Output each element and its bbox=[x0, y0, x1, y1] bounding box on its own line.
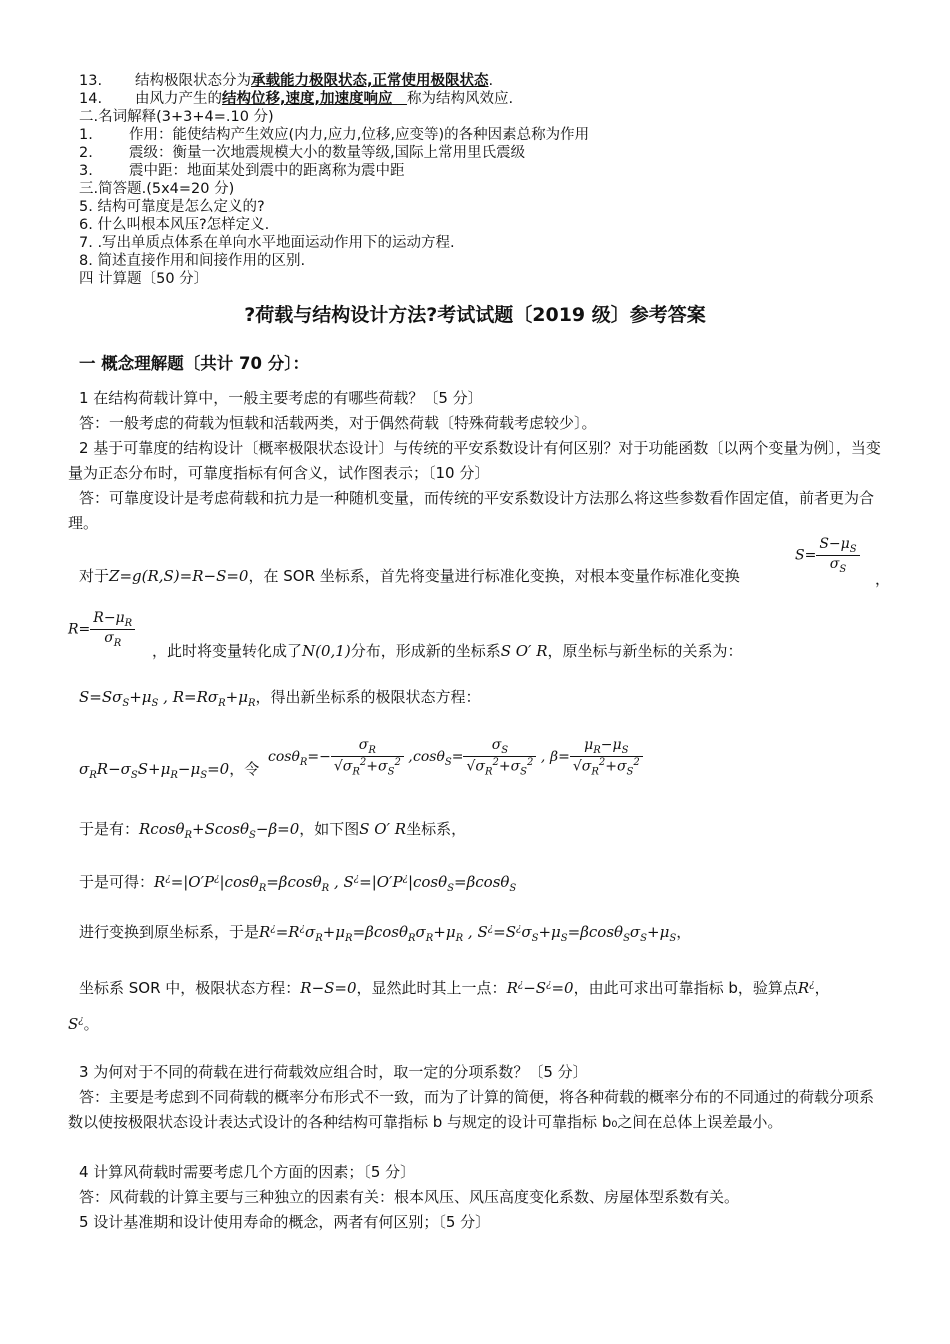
fill-blank-14: 14. 由风力产生的结构位移,速度,加速度响应 称为结构风效应. bbox=[79, 91, 514, 107]
answer-2: 答：可靠度设计是考虑荷载和抗力是一种随机变量，而传统的平安系数设计方法那么将这些参数看作固定值，前者更为合理。 bbox=[68, 489, 875, 532]
short-question-5: 5. 结构可靠度是怎么定义的? bbox=[79, 199, 265, 215]
line-convert: ，此时将变量转化成了N(0,1)分布，形成新的坐标系S O′ R，原坐标与新坐标的关系为： bbox=[152, 642, 743, 660]
page-title: ?荷载与结构设计方法?考试试题〔2019 级〕参考答案 bbox=[244, 304, 706, 326]
question-4: 4 计算风荷载时需要考虑几个方面的因素；〔5 分〕 bbox=[79, 1163, 416, 1181]
short-question-8: 8. 简述直接作用和间接作用的区别. bbox=[79, 253, 306, 269]
comma: ， bbox=[875, 570, 891, 588]
formula-sor-prime: S O′ R bbox=[500, 642, 548, 660]
line-limit-eq: $\sigma_RR-\sigma_SS+\mu_R-\mu_S=0$，令 bbox=[79, 760, 260, 781]
fill-blank-13: 13. 结构极限状态分为承载能力极限状态,正常使用极限状态. bbox=[79, 73, 494, 89]
formula-s-standard: S= $\frac{S-\mu_S}{\sigma_S}$ bbox=[795, 536, 860, 575]
formula-cos-r: cosθ$_R$=− $\frac{\sigma_R}{√\sigma_R^2+\sigma_S^2}$ , bbox=[268, 737, 413, 778]
formula-cos-sum: Rcosθ$_R$+Scosθ$_S$−β=0 bbox=[139, 820, 300, 841]
definition-3: 3. 震中距：地面某处到震中的距离称为震中距 bbox=[79, 163, 405, 179]
line-transform: 进行变换到原坐标系，于是$R^¿=R^¿\sigma_R+\mu_R=\beta\cos\theta_R\sigma_R+\mu_R$ , $S^¿=S^¿\sigma_S+\mu_S=\beta\cos\theta_S\sigma_S+\mu_S$， bbox=[79, 923, 692, 944]
formula-op: R¿=|O′P¿|cosθ$_R$=βcosθ$_R$ , S¿=|O′P¿|cosθ$_S$=βcosθ$_S$ bbox=[154, 873, 517, 894]
answer-4: 答：风荷载的计算主要与三种独立的因素有关：根本风压、风压高度变化系数、房屋体型系数有关。 bbox=[79, 1188, 740, 1206]
formula-point: R¿−S¿=0 bbox=[506, 979, 574, 997]
question-2: 2 基于可靠度的结构设计〔概率极限状态设计〕与传统的平安系数设计有何区别？对于功能函数〔以两个变量为例〕，当变量为正态分布时，可靠度指标有何含义，试作图表示；〔10 分〕 bbox=[68, 439, 881, 482]
formula-z: Z=g(R,S)=R−S=0 bbox=[109, 567, 249, 585]
definition-1: 1. 作用：能使结构产生效应(内力,应力,位移,应变等)的各种因素总称为作用 bbox=[79, 127, 590, 143]
formula-beta: β= $\frac{\mu_R-\mu_S}{√\sigma_R^2+\sigma_S^2}$ bbox=[550, 737, 643, 777]
answer-13: 承载能力极限状态,正常使用极限状态 bbox=[251, 73, 489, 89]
line-function: 对于Z=g(R,S)=R−S=0，在 SOR 坐标系，首先将变量进行标准化变换，对根本变量作标准化变换 bbox=[79, 567, 740, 585]
formula-limit: $\sigma_RR-\sigma_SS+\mu_R-\mu_S=0$ bbox=[79, 760, 230, 781]
section-4-heading: 四 计算题〔50 分〕 bbox=[79, 271, 209, 287]
line-relation: $S=S\sigma_S+\mu_S$ , $R=R\sigma_R+\mu_R$，得出新坐标系的极限状态方程： bbox=[79, 688, 481, 709]
section-1-heading: 一 概念理解题〔共计 70 分〕： bbox=[79, 354, 309, 373]
formula-cos-s: cosθ$_S$= $\frac{\sigma_S}{√\sigma_R^2+\sigma_S^2}$ , bbox=[413, 737, 546, 778]
question-1: 1 在结构荷载计算中，一般主要考虑的有哪些荷载？〔5 分〕 bbox=[79, 389, 483, 407]
short-question-6: 6. 什么叫根本风压?怎样定义. bbox=[79, 217, 270, 233]
question-3: 3 为何对于不同的荷载在进行荷载效应组合时，取一定的分项系数？〔5 分〕 bbox=[79, 1063, 588, 1081]
answer-1: 答：一般考虑的荷载为恒载和活载两类，对于偶然荷载〔特殊荷载考虑较少〕。 bbox=[79, 414, 597, 432]
formula-r-standard: R= $\frac{R-\mu_R}{\sigma_R}$ bbox=[68, 610, 135, 649]
section-2-heading: 二.名词解释(3+3+4=.10 分) bbox=[79, 109, 274, 125]
formula-relation: $S=S\sigma_S+\mu_S$ , $R=R\sigma_R+\mu_R$ bbox=[79, 688, 256, 709]
formula-r-star: R¿ bbox=[797, 979, 815, 997]
definition-2: 2. 震级：衡量一次地震规模大小的数量等级,国际上常用里氏震级 bbox=[79, 145, 526, 161]
formula-sor-prime-2: S O′ R bbox=[359, 820, 407, 838]
formula-s-star: S¿ bbox=[68, 1015, 84, 1033]
line-therefore: 于是有：Rcosθ$_R$+Scosθ$_S$−β=0，如下图S O′ R坐标系， bbox=[79, 820, 467, 841]
question-5: 5 设计基准期和设计使用寿命的概念，两者有何区别；〔5 分〕 bbox=[79, 1213, 491, 1231]
line-obtain: 于是可得：R¿=|O′P¿|cosθ$_R$=βcosθ$_R$ , S¿=|O′P¿|cosθ$_S$=βcosθ$_S$ bbox=[79, 873, 517, 894]
line-s-star: S¿。 bbox=[68, 1015, 99, 1033]
answer-14: 结构位移,速度,加速度响应 bbox=[222, 91, 393, 107]
answer-3: 答：主要是考虑到不同荷载的概率分布形式不一致，而为了计算的简便，将各种荷载的概率分布的不同通过的荷载分项系数以使按极限状态设计表达式设计的各种结构可靠指标 b 与规定的设计可靠指标 b₀之间在总体上误差最小。 bbox=[68, 1088, 875, 1131]
section-3-heading: 三.简答题.(5x4=20 分) bbox=[79, 181, 235, 197]
short-question-7: 7. .写出单质点体系在单向水平地面运动作用下的运动方程. bbox=[79, 235, 455, 251]
formula-n01: N(0,1) bbox=[302, 642, 351, 660]
formula-r-minus-s: R−S=0 bbox=[300, 979, 357, 997]
line-sor-limit: 坐标系 SOR 中，极限状态方程：R−S=0，显然此时其上一点：R¿−S¿=0，由此可求出可靠指标 b，验算点R¿， bbox=[79, 979, 830, 997]
formula-transform: $R^¿=R^¿\sigma_R+\mu_R=\beta\cos\theta_R\sigma_R+\mu_R$ , $S^¿=S^¿\sigma_S+\mu_S=\beta\cos\theta_S\sigma_S+\mu_S$ bbox=[259, 923, 677, 944]
